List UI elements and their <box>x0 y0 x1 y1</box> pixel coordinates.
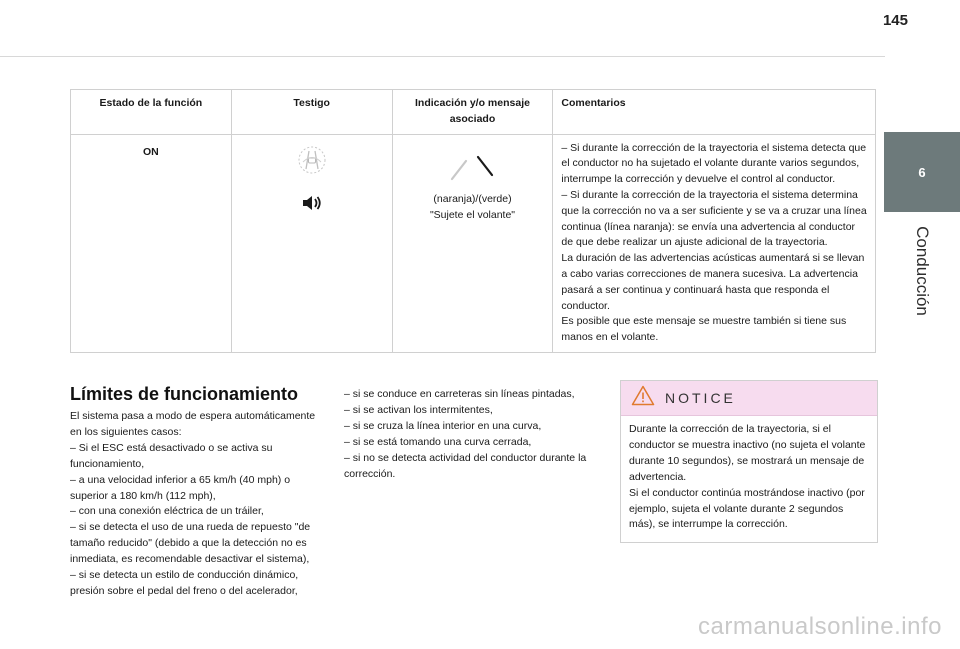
chapter-label <box>884 216 960 326</box>
message-colors: (naranja)/(verde) <box>433 193 512 206</box>
list-item: – si se cruza la línea interior en una curva, <box>344 419 542 432</box>
header-comments: Comentarios <box>553 90 876 135</box>
notice-body <box>621 416 877 539</box>
lane-lines-icon <box>401 153 545 189</box>
list-item: – si se detecta un estilo de conducción dinámico, presión sobre el pedal del freno o del acelerador, <box>70 569 299 597</box>
function-table <box>70 89 876 353</box>
comments-cell <box>553 134 876 352</box>
header-status: Estado de la función <box>71 90 232 135</box>
comment-line: La duración de las advertencias acústicas aumentará si se llevan a cabo varias correcciones de manera sucesiva. La advertencia pasará a ser continua y continuará hasta que responda el conductor. <box>561 252 865 312</box>
limits-column-1 <box>70 409 328 600</box>
comment-line: – Si durante la corrección de la trayectoria el sistema determina que la corrección no va a ser suficiente y se va a cruzar una línea continua (línea naranja): se envía una advertencia al conductor de que debe realizar un ajuste adicional de la trayectoria. <box>561 188 867 249</box>
notice-header <box>621 381 877 416</box>
notice-paragraph: Si el conductor continúa mostrándose inactivo (por ejemplo, sujeta el volante durante 2 segundos más), se interrumpe la corrección. <box>629 486 865 531</box>
header-rule <box>0 56 885 57</box>
indicator-cell <box>231 134 392 352</box>
list-item: – Si el ESC está desactivado o se activa su funcionamiento, <box>70 441 273 470</box>
table-row <box>71 134 876 352</box>
header-message: Indicación y/o mensaje asociado <box>392 90 553 135</box>
comment-line: Es posible que este mensaje se muestre también si tiene sus manos en el volante. <box>561 315 847 344</box>
list-item: – con una conexión eléctrica de un tráiler, <box>70 505 264 518</box>
lane-assist-icon <box>297 145 327 181</box>
message-cell <box>392 134 553 352</box>
list-item: – si se conduce en carreteras sin líneas pintadas, <box>344 388 575 400</box>
header-indicator: Testigo <box>231 90 392 135</box>
limits-intro: El sistema pasa a modo de espera automáticamente en los siguientes casos: <box>70 410 316 438</box>
chapter-number: 6 <box>918 164 926 180</box>
status-value: ON <box>71 134 232 352</box>
comment-line: – Si durante la corrección de la trayectoria el sistema detecta que el conductor no ha sujetado el volante durante varios segundos, interrumpe la corrección y devuelve el control al conductor. <box>561 141 867 186</box>
list-item: – a una velocidad inferior a 65 km/h (40 mph) o superior a 180 km/h (112 mph), <box>70 473 291 502</box>
notice-paragraph: Durante la corrección de la trayectoria, si el conductor se muestra inactivo (no sujeta el volante durante 10 segundos), se mostrará un mensaje de advertencia. <box>629 423 866 483</box>
list-item: – si se activan los intermitentes, <box>344 403 493 416</box>
warning-triangle-icon <box>631 385 655 411</box>
section-title: Límites de funcionamiento <box>70 384 299 404</box>
watermark: carmanualsonline.info <box>698 613 942 640</box>
chapter-name: Conducción <box>913 226 932 316</box>
limits-column-2 <box>344 387 602 482</box>
chapter-tab[interactable] <box>884 132 960 212</box>
list-item: – si se detecta el uso de una rueda de repuesto "de tamaño reducido" (debido a que la detección no es inmediata, es recomendable desactivar el sistema), <box>70 521 311 566</box>
list-item: – si se está tomando una curva cerrada, <box>344 435 532 448</box>
sound-icon <box>301 194 323 218</box>
page-number: 145 <box>882 12 908 29</box>
notice-title: NOTICE <box>665 390 736 406</box>
message-text: "Sujete el volante" <box>429 209 516 222</box>
notice-box <box>620 380 878 543</box>
table-header-row <box>71 90 876 135</box>
list-item: – si no se detecta actividad del conductor durante la corrección. <box>344 451 587 480</box>
